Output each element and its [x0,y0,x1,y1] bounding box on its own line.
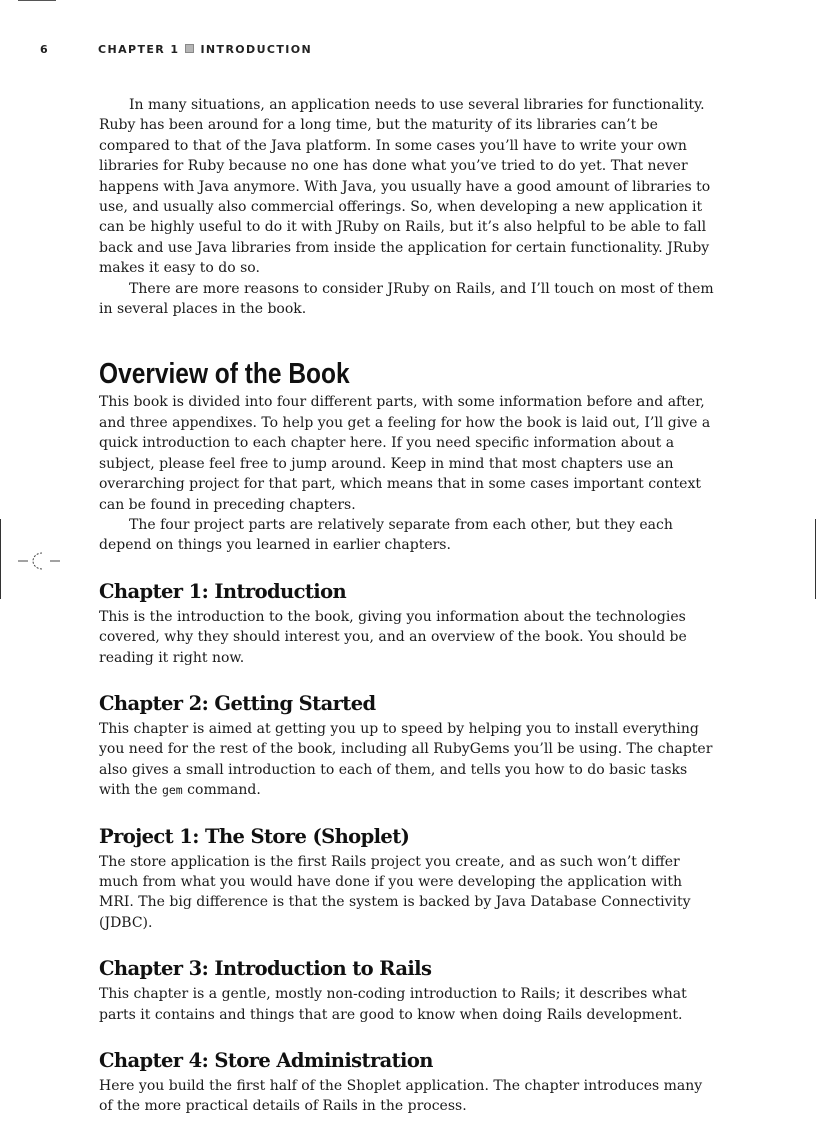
chapter-1-heading: Chapter 1: Introduction [99,579,347,603]
chapter-2-body-text: This chapter is aimed at getting you up to speed by helping you to install everything you need for the rest of the book, including all RubyGems you’ll be using. The chapter also gives a small introduction to each of them, and tells you how to do basic tasks with the [99,720,713,799]
overview-paragraph-1: This book is divided into four different parts, with some information before and after, and three appendixes. To help you get a feeling for how the book is laid out, I’ll give a quick introduction to each chapter here. If you need specific information about a subject, please feel free to jump around. Keep in mind that most chapters use an overarching project for that part, which means that in some cases important context can be found in preceding chapters. [99,394,711,513]
page-body [99,95,716,1117]
overview-paragraph-2: The four project parts are relatively separate from each other, but they each depend on things you learned in earlier chapters. [99,516,673,554]
page-number: 6 [40,43,50,56]
chapter-3-heading: Chapter 3: Introduction to Rails [99,957,432,981]
square-separator-icon [185,44,194,53]
chapter-2-heading: Chapter 2: Getting Started [99,691,376,715]
gem-command-code: gem [161,783,183,798]
chapter-1-body: This is the introduction to the book, giving you information about the technologies covered, why they should interest you, and an overview of the book. You should be reading it right now. [99,608,687,666]
intro-paragraph-1: In many situations, an application needs to use several libraries for functionality. Ruby has been around for a long time, but the maturity of its libraries can’t be compared to that of the Java platform. In some cases you’ll have to write your own libraries for Ruby because no one has done what you’ve tried to do yet. That never happens with Java anymore. With Java, you usually have a good amount of libraries to use, and usually also commercial offerings. So, when developing a new application it can be highly useful to do it with JRuby on Rails, but it’s also helpful to be able to fall back and use Java libraries from inside the application for certain functionality. JRuby makes it easy to do so. [99,97,711,277]
chapter-label [98,43,312,56]
chapter-number: CHAPTER 1 [98,43,180,56]
chapter-title: INTRODUCTION [200,43,313,56]
left-margin-line [0,519,1,599]
chapter-4-body: Here you build the first half of the Shoplet application. The chapter introduces many of the more practical details of Rails in the process. [99,1078,703,1115]
top-crop-rule [18,0,56,1]
chapter-4-heading: Chapter 4: Store Administration [99,1049,433,1072]
registration-mark-icon [18,549,60,573]
project-1-heading: Project 1: The Store (Shoplet) [99,824,410,848]
intro-paragraph-2: There are more reasons to consider JRuby on Rails, and I’ll touch on most of them in several places in the book. [99,280,714,318]
chapter-3-body: This chapter is a gentle, mostly non-coding introduction to Rails; it describes what parts it contains and things that are good to know when doing Rails development. [99,986,687,1023]
chapter-2-body [99,719,716,801]
project-1-body: The store application is the first Rails project you create, and as such won’t differ much from what you would have done if you were developing the application with MRI. The big difference is that the system is backed by Java Database Connectivity (JDBC). [99,853,691,931]
chapter-2-body-end: command. [182,782,261,799]
overview-heading: Overview of the Book [99,358,350,391]
